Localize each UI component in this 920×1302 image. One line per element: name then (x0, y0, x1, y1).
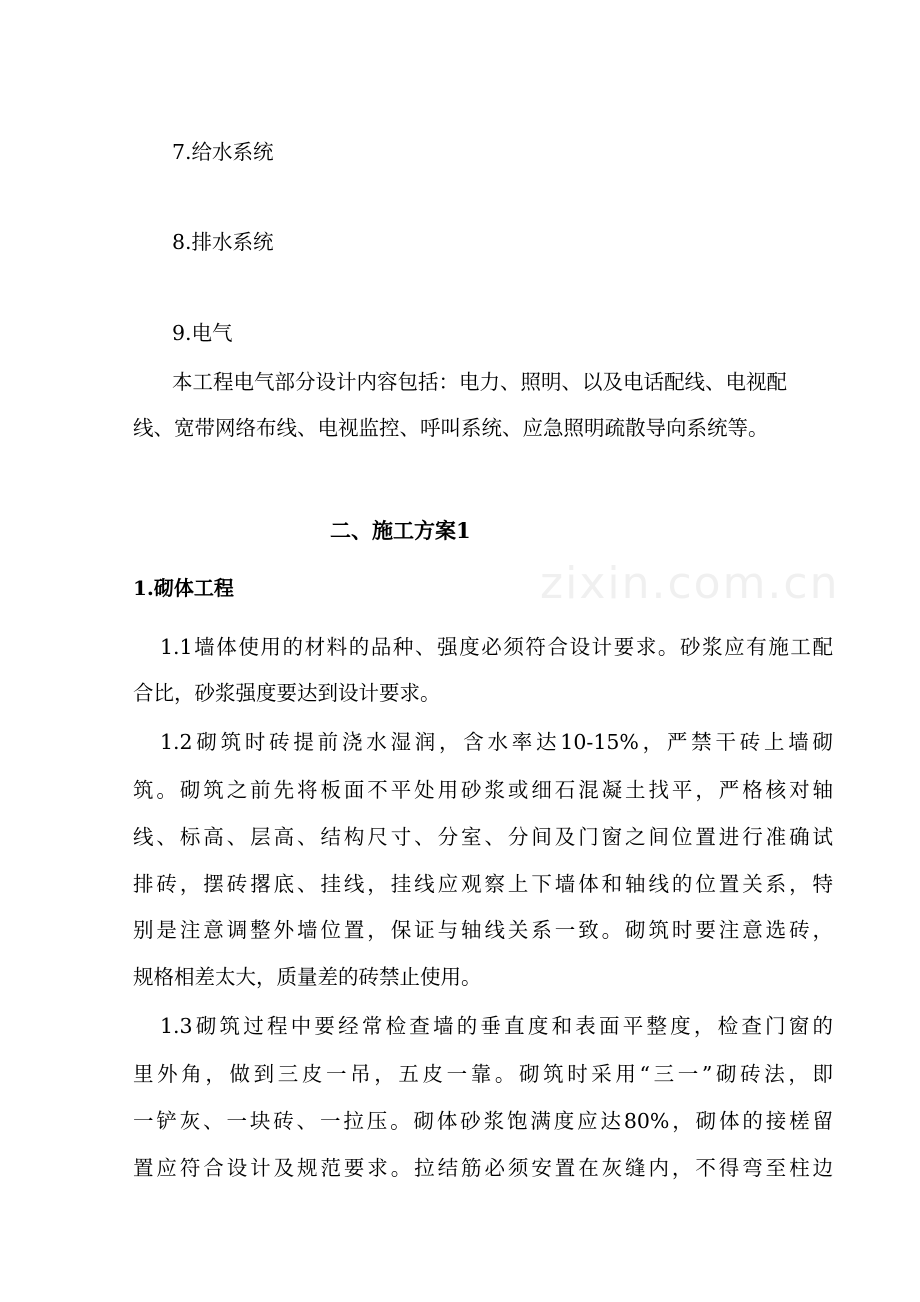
masonry-p2-line-1: 1.2砌筑时砖提前浇水湿润，含水率达10-15%，严禁干砖上墙砌 (160, 730, 833, 754)
masonry-p3-line-4: 置应符合设计及规范要求。拉结筋必须安置在灰缝内，不得弯至柱边 (133, 1156, 833, 1180)
masonry-p1-line-2: 合比，砂浆强度要达到设计要求。 (133, 681, 441, 705)
masonry-p1-line-1: 1.1墙体使用的材料的品种、强度必须符合设计要求。砂浆应有施工配 (160, 635, 833, 659)
masonry-p2-line-4: 排砖，摆砖撂底、挂线，挂线应观察上下墙体和轴线的位置关系，特 (133, 872, 833, 896)
electrical-desc-line-1: 本工程电气部分设计内容包括：电力、照明、以及电话配线、电视配 (172, 370, 787, 394)
watermark: zixin.com.cn (540, 558, 840, 609)
masonry-p2-line-3: 线、标高、层高、结构尺寸、分室、分间及门窗之间位置进行准确试 (133, 825, 833, 849)
chapter-title: 二、施工方案1 (330, 518, 471, 543)
masonry-title: 1.砌体工程 (133, 576, 234, 600)
masonry-p3-line-3: 一铲灰、一块砖、一拉压。砌体砂浆饱满度应达80%，砌体的接槎留 (133, 1109, 833, 1133)
section-electrical: 9.电气 (172, 321, 233, 345)
masonry-p2-line-6: 规格相差太大，质量差的砖禁止使用。 (133, 965, 482, 989)
masonry-p2-line-5: 别是注意调整外墙位置，保证与轴线关系一致。砌筑时要注意选砖， (133, 918, 833, 942)
masonry-p3-line-2: 里外角，做到三皮一吊，五皮一靠。砌筑时采用“三一”砌砖法，即 (133, 1062, 833, 1086)
section-water-supply: 7.给水系统 (172, 140, 274, 164)
masonry-p2-line-2: 筑。砌筑之前先将板面不平处用砂浆或细石混凝土找平，严格核对轴 (133, 778, 833, 802)
electrical-desc-line-2: 线、宽带网络布线、电视监控、呼叫系统、应急照明疏散导向系统等。 (133, 416, 769, 440)
masonry-p3-line-1: 1.3砌筑过程中要经常检查墙的垂直度和表面平整度，检查门窗的 (160, 1014, 833, 1038)
section-drainage: 8.排水系统 (172, 230, 274, 254)
